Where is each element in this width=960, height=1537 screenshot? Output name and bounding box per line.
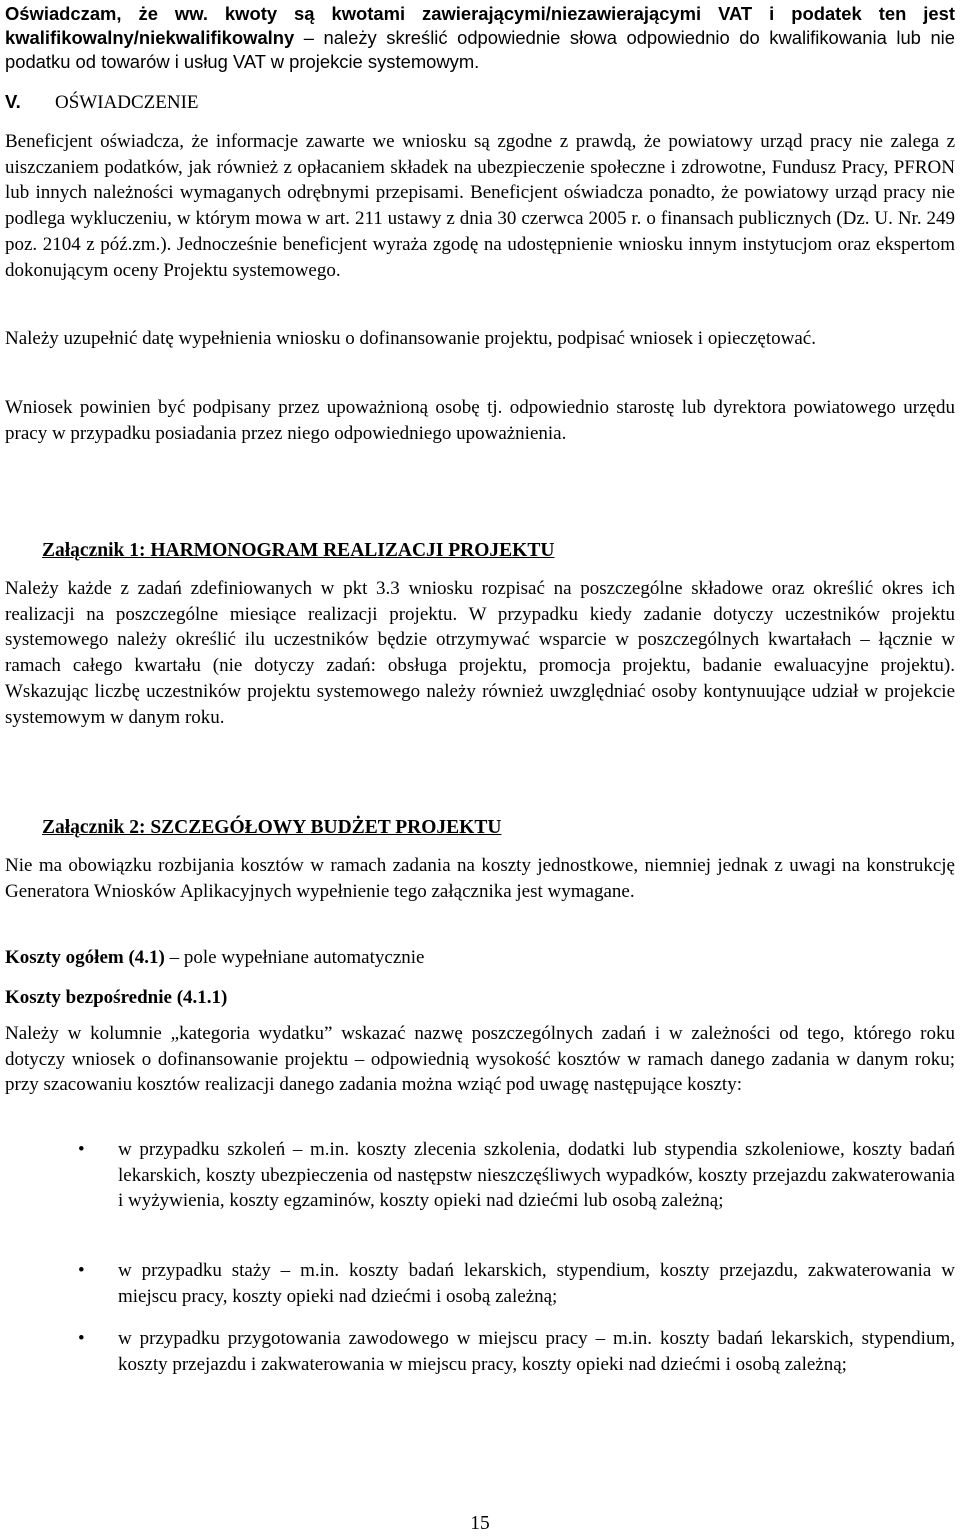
list-item-text: w przypadku przygotowania zawodowego w miejscu pracy – m.in. koszty badań lekarskich, stypendium, koszty przejazdu i zakwaterowania w miejscu pracy, koszty opieki nad dziećmi i osobą zależną; [118,1328,955,1375]
signature-authority-paragraph: Wniosek powinien być podpisany przez upoważnioną osobę tj. odpowiednio starostę lub dyrektora powiatowego urzędu pracy w przypadku posiadania przez niego odpowiedniego upoważnienia. [5,397,955,444]
attachment-1-paragraph: Należy każde z zadań zdefiniowanych w pkt 3.3 wniosku rozpisać na poszczególne składowe oraz określić okres ich realizacji na poszczególne miesiące realizacji projektu. W przypadku kiedy zadanie dotyczy uczestników projektu systemowego należy określić ilu uczestników będzie otrzymywać wsparcie w poszczególnych kwartałach – łącznie w ramach całego kwartału (nie dotyczy zadań: obsługa projektu, promocja projektu, badanie ewaluacyjne projektu). Wskazując liczbę uczestników projektu systemowego należy również uwzględniać osoby kontynuujące udział w projekcie systemowym w danym roku. [5,578,955,728]
cost-bullet-list [0,1258,960,1309]
costs-total-note: – pole wypełniane automatycznie [164,947,425,968]
costs-direct-label: Koszty bezpośrednie (4.1.1) [5,987,228,1008]
vat-declaration-bold-text: Oświadczam, że ww. kwoty są kwotami zawierającymi/niezawierającymi VAT i podatek ten jest kwalifikowalny/niekwalifikowalny [5,3,955,48]
direct-costs-paragraph: Należy w kolumnie „kategoria wydatku” wskazać nazwę poszczególnych zadań i w zależności od tego, którego roku dotyczy wniosek o dofinansowanie projektu – odpowiednią wysokość kosztów w ramach danego zadania w danym roku; przy szacowaniu kosztów realizacji danego zadania można wziąć pod uwagę następujące koszty: [5,1023,955,1096]
costs-total-line [5,945,955,971]
attachment-1-heading: Załącznik 1: HARMONOGRAM REALIZACJI PROJEKTU [42,540,555,561]
costs-total-label: Koszty ogółem (4.1) [5,947,165,968]
bullet-icon: • [78,1260,85,1281]
list-item [0,1326,960,1377]
bullet-icon: • [78,1328,85,1349]
statement-paragraph: Beneficjent oświadcza, że informacje zawarte we wniosku są zgodne z prawdą, że powiatowy urząd pracy nie zalega z uiszczaniem podatków, jak również z opłacaniem składek na ubezpieczenie społeczne i zdrowotne, Fundusz Pracy, PFRON lub innych należności wymaganych odrębnymi przepisami. Beneficjent oświadcza ponadto, że powiatowy urząd pracy nie podlega wykluczeniu, w którym mowa w art. 211 ustawy z dnia 30 czerwca 2005 r. o finansach publicznych (Dz. U. Nr. 249 poz. 2104 z póź.zm.). Jednocześnie beneficjent wyraża zgodę na udostępnienie wniosku innym instytucjom oraz ekspertom dokonującym oceny Projektu systemowego. [5,131,955,281]
cost-bullet-list [0,1137,960,1214]
date-signature-instruction: Należy uzupełnić datę wypełnienia wniosku o dofinansowanie projektu, podpisać wniosek i opieczętować. [5,328,816,349]
vat-declaration-paragraph [5,2,955,74]
bullet-icon: • [78,1139,85,1160]
list-item [0,1137,960,1214]
list-item-text: w przypadku szkoleń – m.in. koszty zlecenia szkolenia, dodatki lub stypendia szkoleniowe, koszty badań lekarskich, koszty ubezpieczenia od następstw nieszczęśliwych wypadków, koszty przejazdu zakwaterowania i wyżywienia, koszty egzaminów, koszty opieki nad dziećmi lub osobą zależną; [118,1139,955,1212]
vat-declaration-note: – należy skreślić odpowiednie słowa odpowiednio do kwalifikowania lub nie podatku od towarów i usług VAT w projekcie systemowym. [5,27,955,72]
costs-direct-line [5,985,955,1011]
attachment-2-heading: Załącznik 2: SZCZEGÓŁOWY BUDŻET PROJEKTU [42,817,502,838]
section-title: OŚWIADCZENIE [55,92,199,113]
cost-bullet-list [0,1326,960,1377]
list-item-text: w przypadku staży – m.in. koszty badań lekarskich, stypendium, koszty przejazdu, zakwaterowania w miejscu pracy, koszty opieki nad dziećmi i osobą zależną; [118,1260,955,1307]
section-v-heading [5,89,955,116]
list-item [0,1258,960,1309]
attachment-2-paragraph: Nie ma obowiązku rozbijania kosztów w ramach zadania na koszty jednostkowe, niemniej jednak z uwagi na konstrukcję Generatora Wniosków Aplikacyjnych wypełnienie tego załącznika jest wymagane. [5,855,955,902]
page-number: 15 [470,1513,490,1534]
section-number: V. [5,91,21,112]
